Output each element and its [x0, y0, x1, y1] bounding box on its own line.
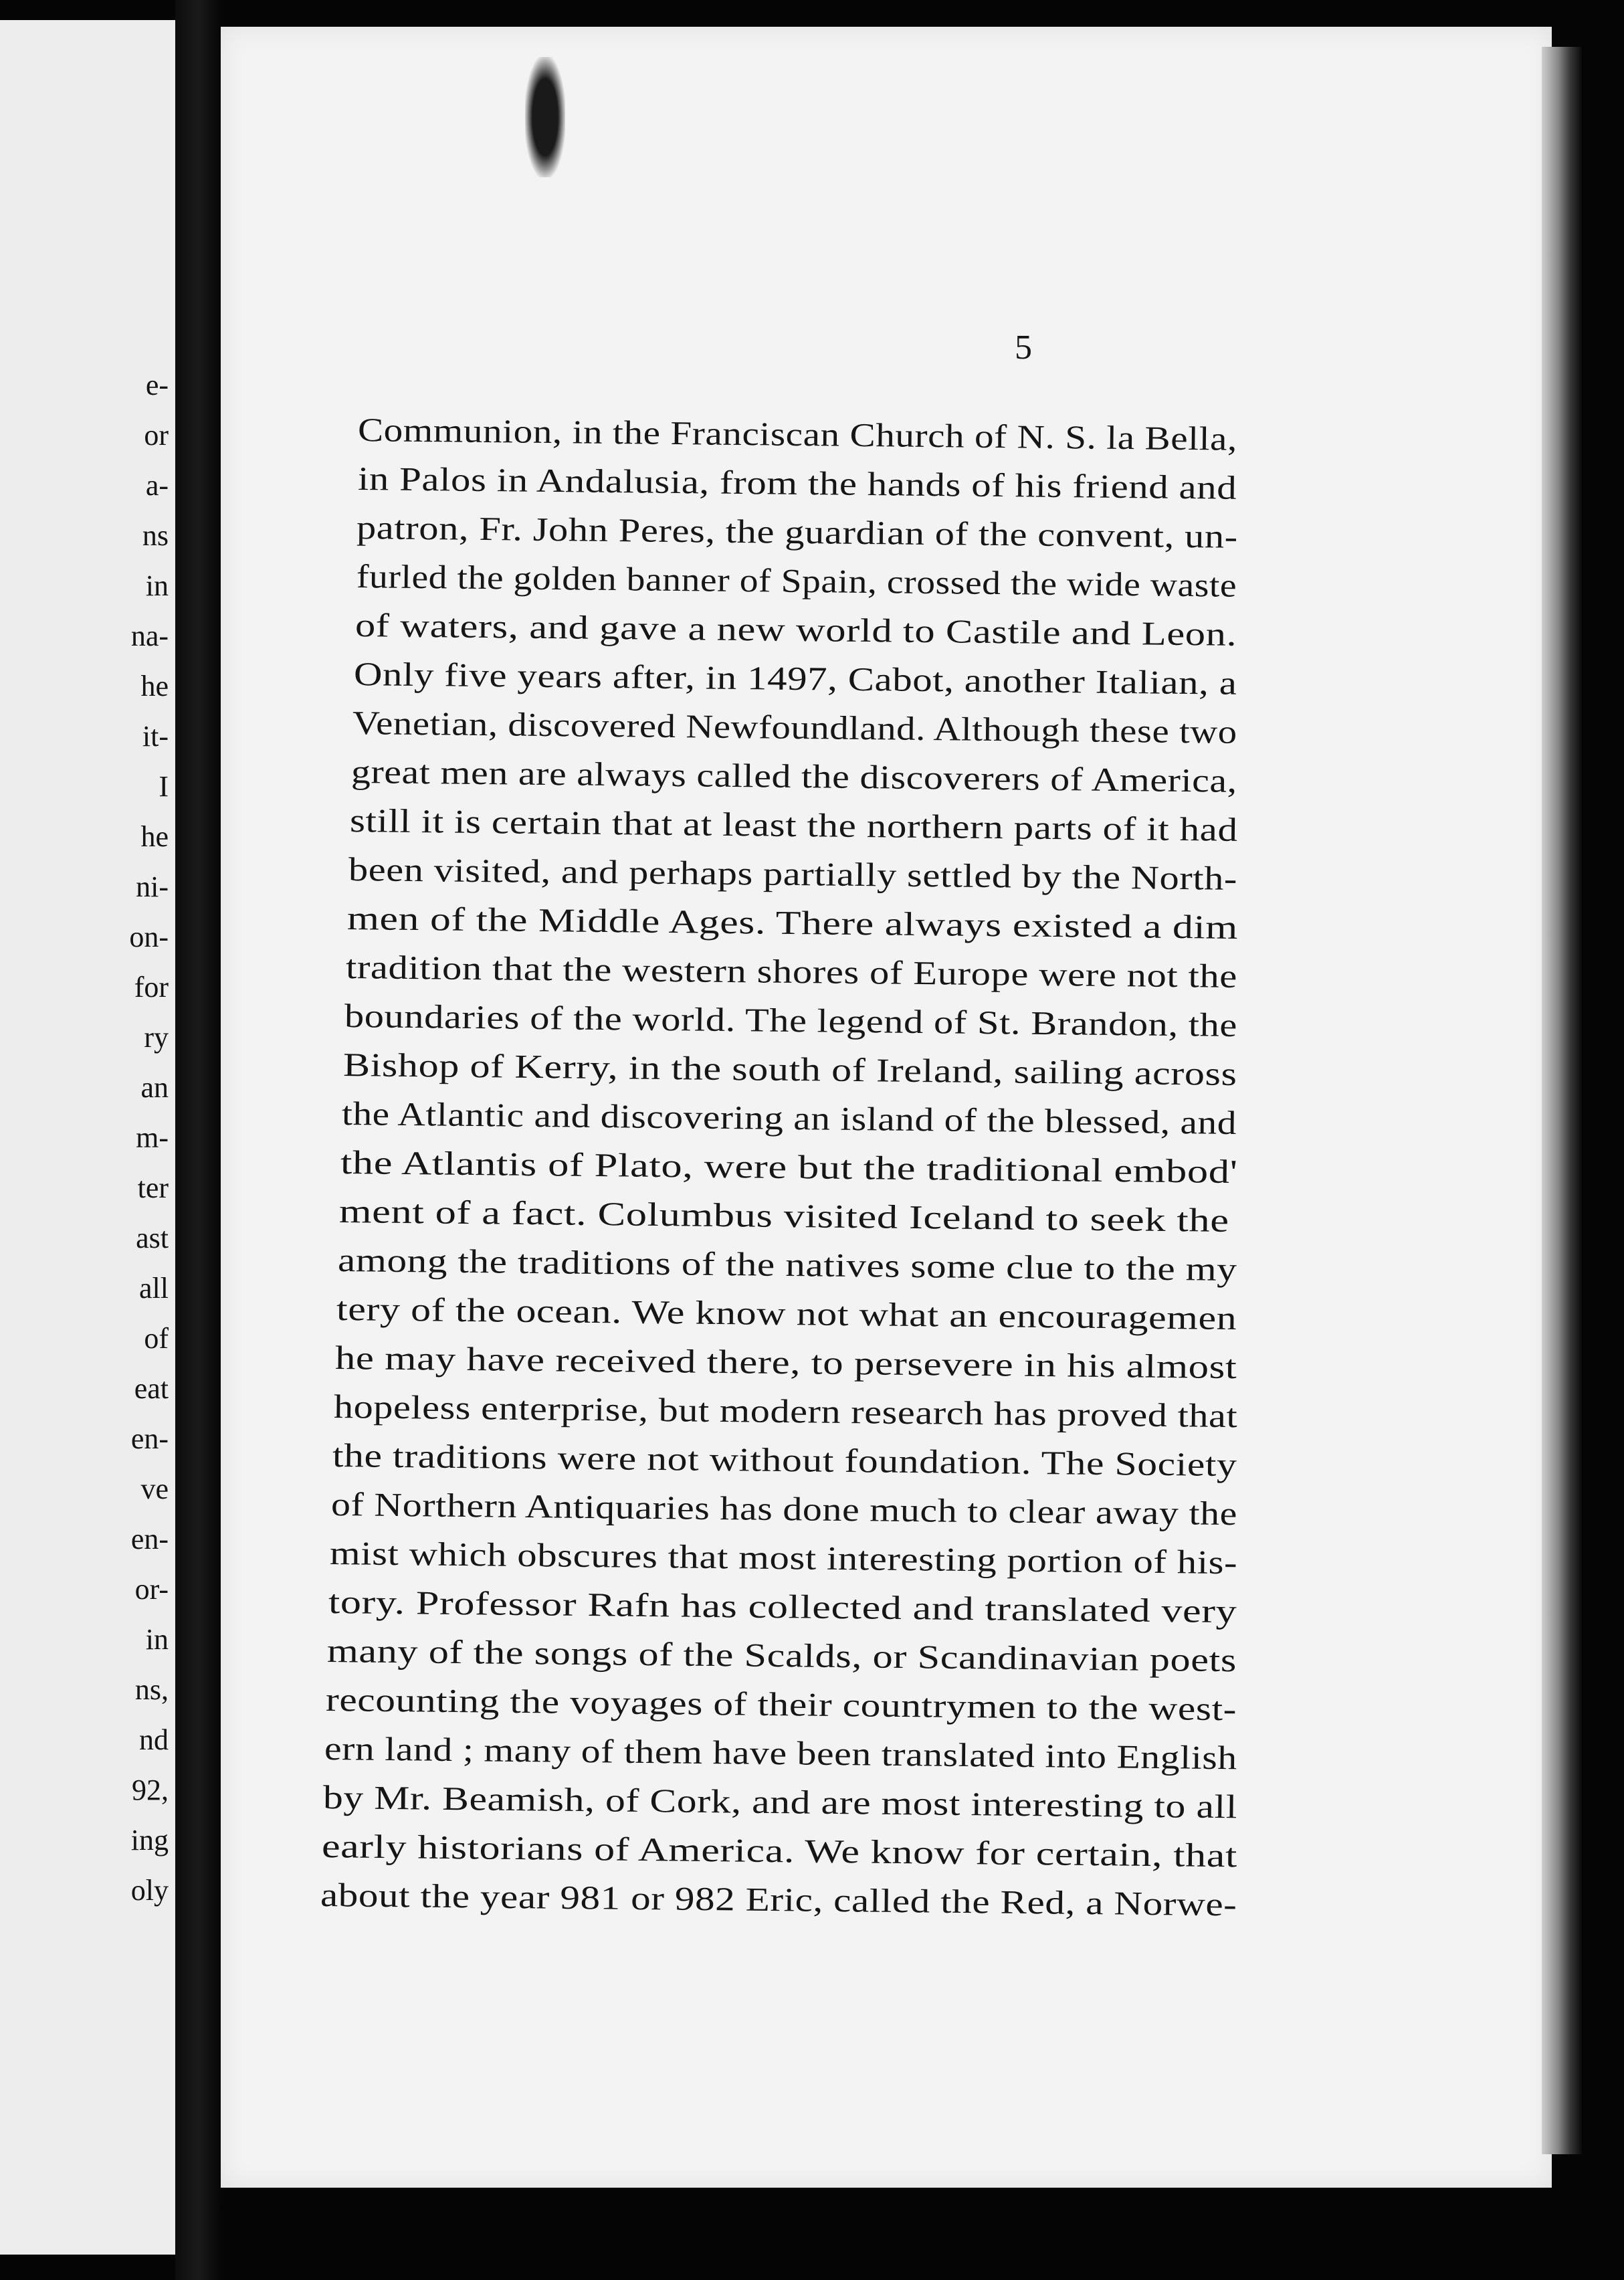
left-page-fragment: en-: [130, 1523, 169, 1555]
text-line: the traditions were not without foundation. The Society: [332, 1436, 1237, 1484]
left-page-fragment: en-: [130, 1422, 169, 1455]
left-page-fragment: all: [139, 1272, 169, 1305]
left-page-fragment: he: [140, 820, 169, 853]
text-line: mist which obscures that most interesting portion of his-: [329, 1534, 1238, 1582]
left-page-fragment: of: [144, 1322, 169, 1355]
text-line: tradition that the western shores of Europe were not the: [345, 948, 1238, 995]
text-line: of Northern Antiquaries has done much to clear away the: [330, 1485, 1238, 1533]
left-page-fragment: ve: [140, 1472, 169, 1505]
left-page-fragment: ry: [144, 1021, 169, 1054]
left-page-fragment: it-: [142, 720, 169, 753]
left-page-fragment: ns,: [134, 1673, 169, 1706]
left-page-fragment: eat: [134, 1372, 169, 1405]
left-page-fragment: he: [140, 670, 169, 702]
ink-blot: [525, 57, 565, 177]
page-number: 5: [1015, 328, 1032, 367]
left-page-fragment: ter: [137, 1171, 169, 1204]
text-line: Communion, in the Franciscan Church of N. S. la Bella,: [357, 411, 1238, 458]
left-page-fragment: e-: [145, 369, 169, 401]
left-page-fragment: ni-: [136, 870, 169, 903]
text-line: of waters, and gave a new world to Castile and Leon.: [354, 606, 1237, 653]
text-line: the Atlantis of Plato, were but the traditional embod': [340, 1143, 1238, 1191]
left-page-fragment: for: [134, 971, 169, 1004]
text-line: ern land ; many of them have been translated into English: [324, 1729, 1238, 1777]
left-page-fragment: na-: [130, 620, 169, 652]
text-line: Only five years after, in 1497, Cabot, another Italian, a: [353, 655, 1237, 702]
text-line: ment of a fact. Columbus visited Iceland to seek the: [338, 1192, 1229, 1239]
left-page-fragment: ing: [130, 1824, 169, 1857]
text-line: still it is certain that at least the northern parts of it had: [349, 801, 1238, 848]
text-line: he may have received there, to persevere in his almost: [334, 1339, 1237, 1386]
book-page: [221, 27, 1552, 2188]
left-page-fragment: ast: [136, 1222, 169, 1254]
text-line: about the year 981 or 982 Eric, called the Red, a Norwe-: [320, 1876, 1237, 1923]
left-page-fragment: in: [145, 1623, 169, 1656]
text-line: many of the songs of the Scalds, or Scandinavian poets: [326, 1632, 1237, 1679]
left-page-fragment: an: [140, 1071, 169, 1104]
left-page-fragment: a-: [145, 469, 169, 502]
text-line: men of the Middle Ages. There always existed a dim: [346, 899, 1239, 946]
left-page-fragment: or: [144, 419, 169, 452]
text-line: been visited, and perhaps partially settled by the North-: [348, 850, 1238, 897]
text-line: Bishop of Kerry, in the south of Ireland, sailing across: [342, 1046, 1237, 1092]
left-page-fragment: m-: [136, 1121, 169, 1154]
text-line: early historians of America. We know for certain, that: [321, 1827, 1238, 1875]
left-page-fragment: oly: [130, 1874, 169, 1907]
left-page-fragment: in: [145, 569, 169, 602]
text-line: boundaries of the world. The legend of St. Brandon, the: [344, 997, 1238, 1044]
left-page-fragment: on-: [129, 921, 169, 953]
text-line: tery of the ocean. We know not what an encouragemen: [336, 1290, 1237, 1337]
left-page-fragment: I: [159, 770, 169, 803]
text-line: among the traditions of the natives some clue to the my: [337, 1241, 1237, 1289]
text-line: in Palos in Andalusia, from the hands of his friend and: [357, 460, 1237, 506]
text-line: furled the golden banner of Spain, crossed the wide waste: [356, 557, 1237, 604]
text-line: hopeless enterprise, but modern research has proved that: [333, 1388, 1238, 1435]
left-page-fragment: nd: [139, 1723, 169, 1756]
text-line: recounting the voyages of their countrymen to the west-: [325, 1681, 1237, 1728]
text-line: great men are always called the discoverers of America,: [350, 753, 1238, 799]
text-line: by Mr. Beamish, of Cork, and are most interesting to all: [322, 1778, 1238, 1826]
left-page-edge: [0, 20, 175, 2255]
text-line: Venetian, discovered Newfoundland. Although these two: [352, 704, 1238, 751]
book-gutter: [175, 0, 222, 2280]
page-right-edge: [1542, 47, 1582, 2154]
left-page-fragment: ns: [142, 519, 169, 552]
left-page-fragment: 92,: [132, 1774, 169, 1806]
text-line: the Atlantic and discovering an island of the blessed, and: [341, 1095, 1237, 1142]
text-line: tory. Professor Rafn has collected and translated very: [328, 1583, 1237, 1630]
left-page-fragment: or-: [134, 1573, 169, 1606]
text-line: patron, Fr. John Peres, the guardian of the convent, un-: [356, 508, 1239, 555]
